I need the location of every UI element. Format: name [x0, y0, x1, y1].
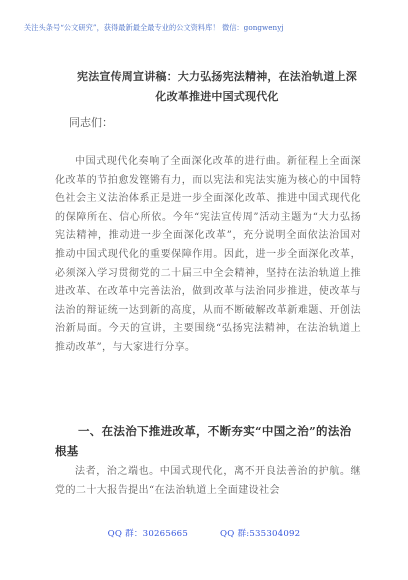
body-text	[55, 153, 361, 358]
title-line: 宪法宣传周宣讲稿：大力弘扬宪法精神，在法治轨道上深	[77, 70, 357, 83]
footer-qq-group-2: QQ 群:535304092	[220, 529, 301, 539]
title-line: 化改革推进中国式现代化	[155, 90, 279, 103]
footer-contact	[0, 528, 408, 540]
document-title	[74, 67, 360, 107]
footer-qq-group-1: QQ 群：30265665	[107, 529, 189, 539]
paragraph: 中国式现代化奏响了全面深化改革的进行曲。新征程上全面深化改革的节拍愈发铿锵有力，而以宪法和宪法实施为核心的中国特色社会主义法治体系正是进一步全面深化改革、推进中国式现代化的保障所在、信心所依。今年“宪法宣传周”活动主题为“大力弘扬宪法精神，推动进一步全面深化改革”，充分说明全面依法治国对推动中国式现代化的重要保障作用。因此，进一步全面深化改革，必须深入学习贯彻党的二十届三中全会精神，坚持在法治轨道上推进改革、在改革中完善法治，做到改革与法治同步推进，使改革与法治的辩证统一达到新的高度，从而不断破解改革新难题、开创法治新局面。今天的宣讲，主要围绕“弘扬宪法精神，在法治轨道上推动改革”，与大家进行分享。	[55, 156, 361, 353]
section-heading: 一、在法治下推进改革，不断夯实“中国之治”的法治根基	[55, 424, 352, 458]
header-promo-note: 关注头条号“公文研究”，获得最新最全最专业的公文资料库！ 微信：gongwenyj	[24, 23, 284, 32]
paragraph: 法者，治之端也。中国式现代化，离不开良法善治的护航。继党的二十大报告提出“在法治轨道上全面建设社会	[55, 466, 361, 496]
salutation: 同志们：	[69, 116, 113, 129]
body-text-section-1	[55, 463, 361, 500]
